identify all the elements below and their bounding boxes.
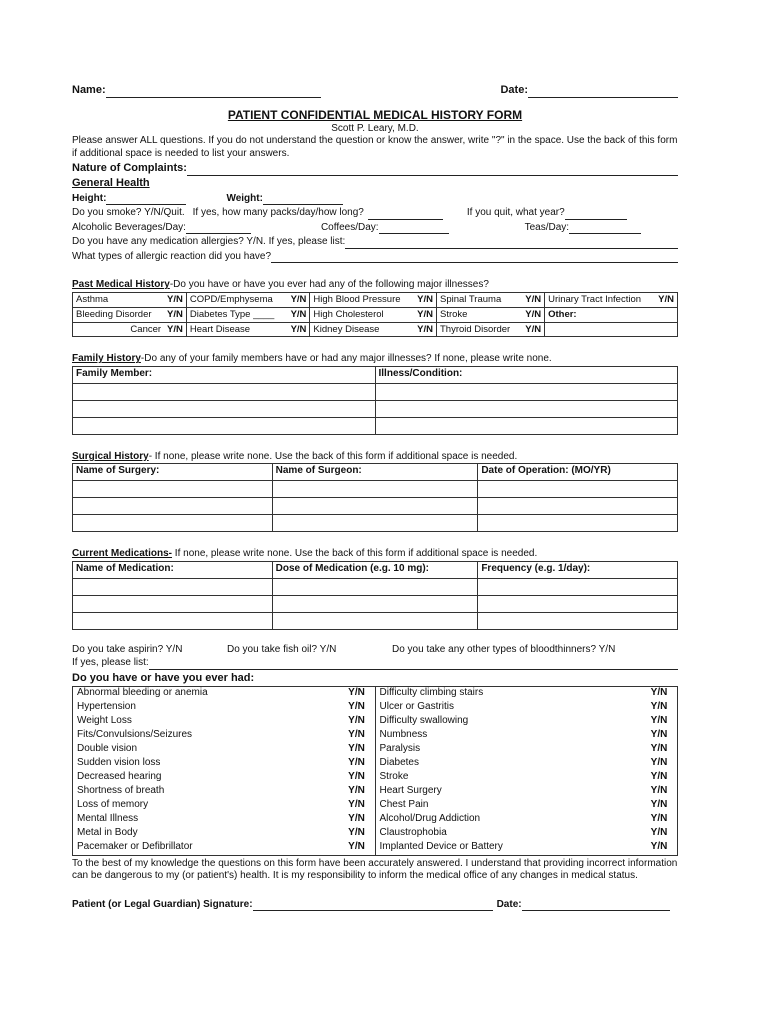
table-row (73, 292, 678, 307)
condition-item (73, 827, 375, 841)
table-row (73, 515, 678, 532)
yes-no-option[interactable]: Y/N (650, 771, 668, 783)
table-row (73, 578, 678, 595)
table-cell[interactable] (478, 595, 678, 612)
table-cell[interactable] (478, 498, 678, 515)
condition-label: Difficulty swallowing (379, 715, 469, 727)
medications-intro (72, 548, 678, 561)
weight-label: Weight: (226, 192, 263, 204)
condition-label: Difficulty climbing stairs (379, 687, 484, 699)
condition-item (376, 813, 678, 827)
illness-cell[interactable] (545, 307, 678, 322)
teas-label: Teas/Day: (524, 221, 570, 233)
table-cell[interactable] (272, 595, 478, 612)
yes-no-option[interactable]: Y/N (417, 308, 433, 320)
condition-item (73, 743, 375, 757)
table-row (73, 612, 678, 629)
condition-label: Fits/Convulsions/Seizures (77, 729, 193, 741)
illness-label: Bleeding Disorder (76, 308, 152, 320)
table-cell[interactable] (478, 481, 678, 498)
illness-cell[interactable] (310, 322, 437, 337)
yes-no-option[interactable]: Y/N (650, 757, 668, 769)
table-cell[interactable] (478, 612, 678, 629)
condition-label: Alcohol/Drug Addiction (379, 813, 481, 825)
yes-no-option[interactable]: Y/N (650, 715, 668, 727)
condition-item (376, 757, 678, 771)
allergy-row (72, 236, 678, 249)
allergy-question: Do you have any medication allergies? Y/N. If yes, please list: (72, 236, 346, 248)
illness-label: COPD/Emphysema (189, 293, 273, 305)
yes-no-option[interactable]: Y/N (650, 813, 668, 825)
yes-no-option[interactable]: Y/N (290, 293, 307, 305)
yes-no-option[interactable]: Y/N (650, 701, 668, 713)
illness-label: Other: (548, 308, 577, 320)
condition-item (73, 757, 375, 771)
illness-cell[interactable] (73, 292, 187, 307)
height-weight-row (72, 193, 678, 206)
attestation-text: To the best of my knowledge the questions on this form have been accurately answered. I understand that providing incorrect information can be dangerous to my (or patient's) health. It is my responsibility to inform the medical office of any changes in medical status. (72, 857, 678, 882)
surgical-history-table (72, 463, 678, 532)
signature-date-field[interactable] (522, 900, 670, 911)
frequency-header: Frequency (e.g. 1/day): (478, 561, 678, 578)
yes-no-option[interactable]: Y/N (650, 743, 668, 755)
illness-header: Illness/Condition: (375, 366, 678, 383)
condition-label: Loss of memory (77, 799, 149, 811)
date-label: Date: (500, 84, 528, 96)
ever-had-right-column (376, 687, 678, 855)
illness-cell[interactable] (436, 307, 544, 322)
yes-no-option[interactable]: Y/N (348, 813, 365, 825)
illness-label: Cancer (130, 323, 162, 335)
past-history-intro (72, 279, 678, 292)
condition-label: Implanted Device or Battery (379, 841, 503, 853)
yes-no-option[interactable]: Y/N (348, 827, 365, 839)
condition-item (376, 715, 678, 729)
family-history-heading: Family History (72, 353, 141, 365)
yes-no-option[interactable] (668, 309, 674, 321)
fishoil-question: Do you take fish oil? Y/N (227, 643, 337, 655)
table-cell[interactable] (73, 417, 376, 434)
condition-label: Heart Surgery (379, 785, 442, 797)
illness-cell[interactable] (545, 322, 678, 337)
condition-label: Sudden vision loss (77, 757, 161, 769)
surgeon-name-header: Name of Surgeon: (272, 464, 478, 481)
form-title: PATIENT CONFIDENTIAL MEDICAL HISTORY FORM (227, 107, 523, 122)
yes-no-option[interactable]: Y/N (525, 308, 542, 320)
table-row (73, 383, 678, 400)
yes-no-option[interactable]: Y/N (348, 729, 365, 741)
condition-item (73, 799, 375, 813)
illness-cell[interactable] (436, 292, 544, 307)
illness-label: Urinary Tract Infection (548, 293, 642, 305)
condition-label: Mental Illness (77, 813, 139, 825)
height-label: Height: (72, 192, 107, 204)
name-field[interactable] (106, 87, 321, 98)
bloodthinner-row (72, 644, 678, 657)
quit-year-field[interactable] (565, 209, 627, 220)
family-history-text: -Do any of your family members have or had any major illnesses? If none, please write none. (140, 353, 552, 365)
illness-label: Thyroid Disorder (439, 323, 511, 335)
illness-label: Stroke (439, 308, 468, 320)
yes-no-option[interactable]: Y/N (167, 293, 183, 305)
yes-no-option[interactable]: Y/N (525, 323, 542, 335)
illness-cell[interactable] (186, 292, 310, 307)
table-cell[interactable] (73, 383, 376, 400)
yes-no-option[interactable]: Y/N (348, 841, 365, 853)
signature-row (72, 899, 678, 912)
medications-table (72, 561, 678, 630)
yes-no-option[interactable]: Y/N (348, 785, 365, 797)
past-history-heading: Past Medical History (72, 279, 170, 291)
reaction-question: What types of allergic reaction did you have? (72, 250, 271, 262)
bloodthinner-list-label: If yes, please list: (72, 657, 149, 669)
condition-label: Shortness of breath (77, 785, 165, 797)
yes-no-option[interactable]: Y/N (348, 771, 365, 783)
illness-label: High Cholesterol (313, 308, 384, 320)
surgery-name-header: Name of Surgery: (73, 464, 273, 481)
condition-item (376, 827, 678, 841)
yes-no-option[interactable]: Y/N (348, 743, 365, 755)
condition-item (73, 841, 375, 855)
medications-heading: Current Medications- (72, 548, 173, 560)
smoking-row (72, 207, 678, 220)
height-field[interactable] (106, 194, 186, 205)
smoke-question-text: Do you smoke? Y/N/Quit. (72, 207, 185, 219)
condition-item (376, 785, 678, 799)
complaints-label: Nature of Complaints: (72, 162, 187, 175)
bloodthinner-list-row (72, 657, 678, 670)
illness-cell[interactable] (310, 307, 437, 322)
table-row (73, 417, 678, 434)
condition-label: Claustrophobia (379, 827, 447, 839)
ever-had-heading: Do you have or have you ever had: (72, 671, 255, 684)
table-cell[interactable] (272, 578, 478, 595)
illness-cell[interactable] (73, 307, 187, 322)
coffees-label: Coffees/Day: (320, 221, 379, 233)
illness-label: Diabetes Type ____ (189, 308, 275, 320)
table-row (73, 322, 678, 337)
table-cell[interactable] (272, 612, 478, 629)
date-field[interactable] (528, 87, 678, 98)
condition-item (73, 701, 375, 715)
alcohol-label: Alcoholic Beverages/Day: (72, 221, 186, 233)
alcohol-field[interactable] (186, 223, 251, 234)
beverages-row (72, 222, 678, 235)
ever-had-left-column (73, 687, 376, 855)
table-row (73, 595, 678, 612)
condition-item (376, 701, 678, 715)
complaints-field[interactable] (187, 165, 678, 176)
past-history-text: -Do you have or have you ever had any of the following major illnesses? (169, 279, 489, 291)
signature-label: Patient (or Legal Guardian) Signature: (72, 898, 253, 910)
reaction-row (72, 251, 678, 264)
table-cell[interactable] (272, 481, 478, 498)
operation-date-header: Date of Operation: (MO/YR) (478, 464, 678, 481)
condition-item (73, 715, 375, 729)
table-cell[interactable] (375, 417, 678, 434)
signature-date-label: Date: (496, 898, 522, 910)
table-cell[interactable] (73, 578, 273, 595)
table-cell[interactable] (375, 400, 678, 417)
yes-no-option[interactable]: Y/N (348, 799, 365, 811)
yes-no-option[interactable]: Y/N (348, 757, 365, 769)
weight-field[interactable] (263, 194, 343, 205)
condition-label: Pacemaker or Defibrillator (77, 841, 193, 853)
condition-label: Stroke (379, 771, 409, 783)
table-row (73, 307, 678, 322)
yes-no-option[interactable]: Y/N (348, 687, 365, 699)
yes-no-option[interactable]: Y/N (650, 799, 668, 811)
medical-history-form (72, 84, 678, 911)
condition-item (376, 729, 678, 743)
condition-label: Hypertension (77, 701, 136, 713)
table-cell[interactable] (272, 498, 478, 515)
table-cell[interactable] (73, 498, 273, 515)
teas-field[interactable] (569, 223, 641, 234)
surgical-history-intro (72, 451, 678, 464)
bloodthinner-list-field[interactable] (149, 659, 678, 670)
yes-no-option[interactable]: Y/N (658, 293, 674, 305)
aspirin-question: Do you take aspirin? Y/N (72, 643, 183, 655)
condition-item (376, 743, 678, 757)
medications-text: If none, please write none. Use the back of this form if additional space is needed. (172, 548, 538, 560)
table-cell[interactable] (73, 515, 273, 532)
table-cell[interactable] (73, 612, 273, 629)
condition-label: Weight Loss (77, 715, 132, 727)
medication-name-header: Name of Medication: (73, 561, 273, 578)
condition-item (73, 785, 375, 799)
yes-no-option[interactable]: Y/N (348, 701, 365, 713)
quit-question: If you quit, what year? (466, 207, 565, 219)
family-member-header: Family Member: (73, 366, 376, 383)
condition-label: Ulcer or Gastritis (379, 701, 454, 713)
condition-label: Numbness (379, 729, 428, 741)
illness-label: Spinal Trauma (439, 293, 502, 305)
table-cell[interactable] (272, 515, 478, 532)
condition-label: Diabetes (379, 757, 419, 769)
condition-label: Chest Pain (379, 799, 429, 811)
condition-item (376, 687, 678, 701)
table-row (73, 481, 678, 498)
surgical-history-text: - If none, please write none. Use the back of this form if additional space is needed. (148, 450, 518, 462)
reaction-field[interactable] (271, 252, 678, 263)
signature-field[interactable] (253, 900, 493, 911)
condition-item (73, 771, 375, 785)
illness-cell[interactable] (310, 292, 437, 307)
table-cell[interactable] (375, 383, 678, 400)
condition-label: Decreased hearing (77, 771, 162, 783)
bloodthinner-question: Do you take any other types of bloodthinners? Y/N (392, 643, 616, 655)
condition-item (73, 687, 375, 701)
illness-cell[interactable] (545, 292, 678, 307)
yes-no-option[interactable]: Y/N (650, 785, 668, 797)
table-cell[interactable] (478, 578, 678, 595)
condition-item (376, 771, 678, 785)
instructions: Please answer ALL questions. If you do not understand the question or know the answer, write "?" in the space. Use the back of this form if additional space is needed to list your answers. (72, 135, 678, 159)
condition-label: Paralysis (379, 743, 421, 755)
illness-label: Asthma (76, 293, 109, 305)
smoke-followup: If yes, how many packs/day/how long? (192, 207, 364, 219)
yes-no-option[interactable]: Y/N (650, 687, 668, 699)
family-history-table (72, 366, 678, 435)
condition-label: Abnormal bleeding or anemia (77, 687, 208, 699)
condition-label: Metal in Body (77, 827, 138, 839)
yes-no-option[interactable]: Y/N (290, 308, 307, 320)
illness-label: Kidney Disease (313, 323, 380, 335)
illness-label: Heart Disease (189, 323, 251, 335)
condition-item (376, 841, 678, 855)
yes-no-option[interactable]: Y/N (650, 827, 668, 839)
coffees-field[interactable] (379, 223, 449, 234)
illness-label: High Blood Pressure (313, 293, 401, 305)
name-label: Name: (72, 84, 106, 96)
allergy-field[interactable] (345, 238, 678, 249)
family-history-intro (72, 353, 678, 366)
illness-cell[interactable] (186, 307, 310, 322)
condition-item (73, 729, 375, 743)
yes-no-option[interactable]: Y/N (290, 323, 307, 335)
yes-no-option[interactable]: Y/N (417, 323, 433, 335)
yes-no-option[interactable]: Y/N (348, 715, 365, 727)
yes-no-option[interactable]: Y/N (650, 841, 668, 853)
packs-field[interactable] (368, 209, 443, 220)
table-row (73, 498, 678, 515)
table-cell[interactable] (73, 595, 273, 612)
table-cell[interactable] (478, 515, 678, 532)
dose-header: Dose of Medication (e.g. 10 mg): (272, 561, 478, 578)
ever-had-table (72, 686, 678, 856)
illness-cell[interactable] (436, 322, 544, 337)
yes-no-option[interactable]: Y/N (525, 293, 542, 305)
illness-cell[interactable] (186, 322, 310, 337)
illness-cell[interactable] (73, 322, 187, 337)
name-date-row (72, 84, 678, 98)
condition-item (376, 799, 678, 813)
table-row (73, 400, 678, 417)
surgical-history-heading: Surgical History (72, 450, 149, 462)
yes-no-option[interactable]: Y/N (167, 323, 183, 335)
condition-label: Double vision (77, 743, 138, 755)
past-history-table (72, 292, 678, 338)
complaints-row (72, 162, 678, 176)
table-cell[interactable] (73, 481, 273, 498)
yes-no-option[interactable]: Y/N (417, 293, 433, 305)
general-health-heading: General Health (72, 177, 150, 189)
yes-no-option[interactable]: Y/N (167, 308, 183, 320)
table-cell[interactable] (73, 400, 376, 417)
smoke-question (72, 207, 185, 220)
yes-no-option[interactable]: Y/N (650, 729, 668, 741)
condition-item (73, 813, 375, 827)
doctor-name: Scott P. Leary, M.D. (331, 122, 419, 134)
